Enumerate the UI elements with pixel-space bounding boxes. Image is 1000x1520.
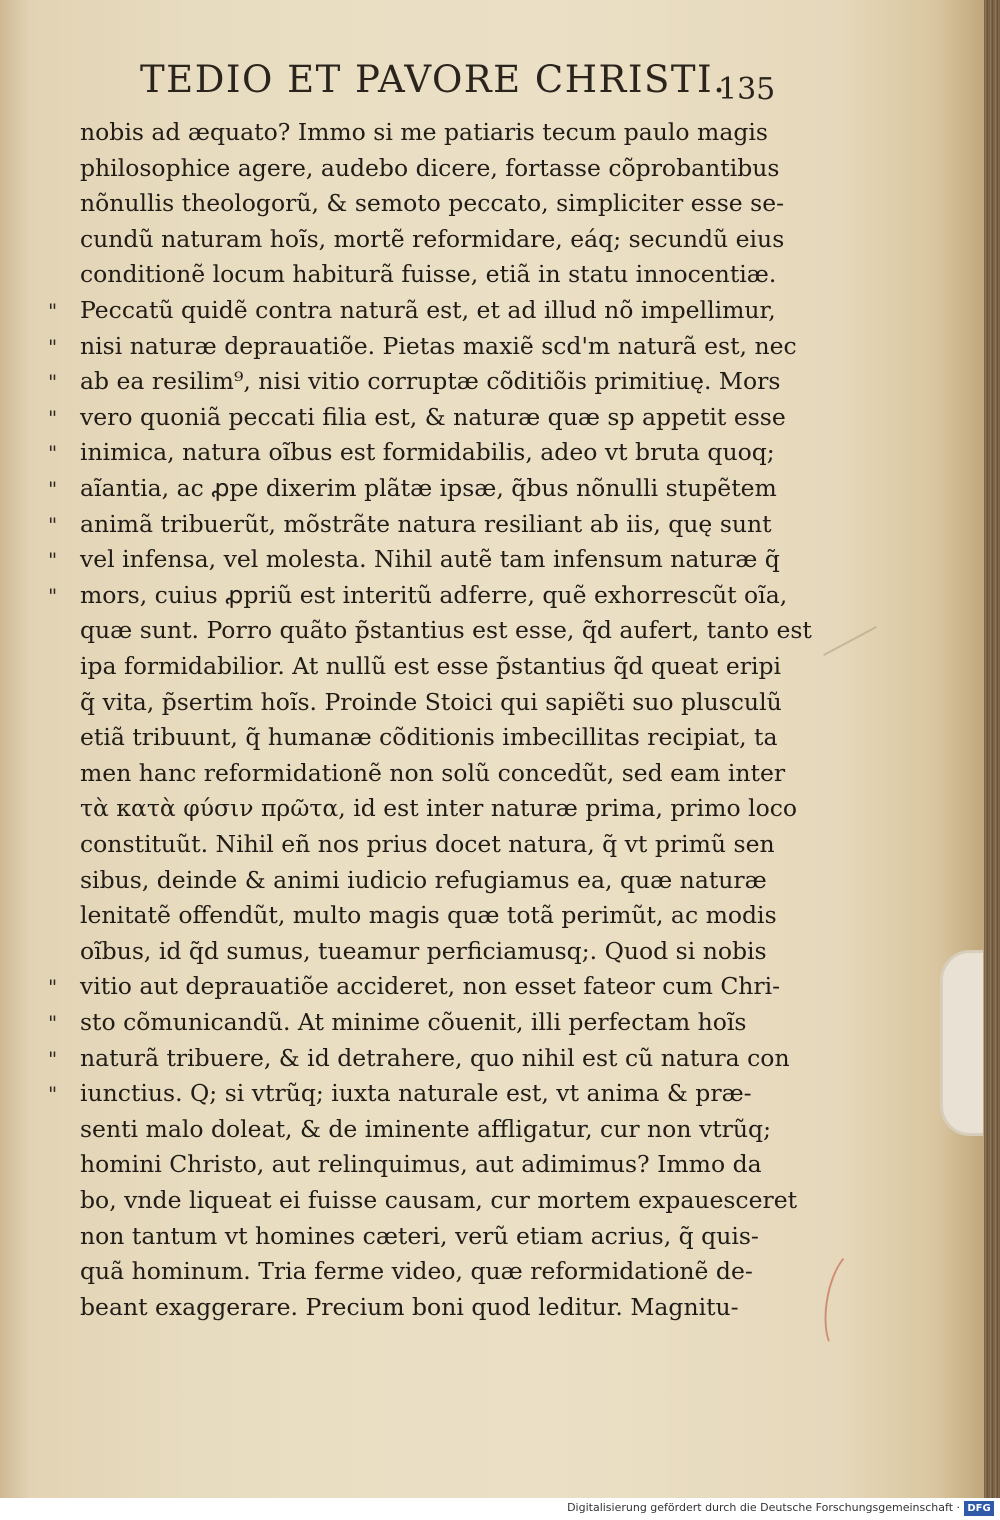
quotation-marker: "	[48, 477, 58, 501]
text-line: cundũ naturam hoĩs, mortẽ reformidare, eáq; secundũ eius	[80, 224, 785, 253]
quotation-marker: "	[48, 975, 58, 1000]
text-line: ipa formidabilior. At nullũ est esse p̃stantius q̃d queat eripi	[80, 652, 782, 680]
text-line: non tantum vt homines cæteri, verũ etiam acrius, q̃ quis-	[80, 1221, 759, 1250]
page-header	[140, 58, 860, 108]
text-line: naturã tribuere, & id detrahere, quo nihil est cũ natura con	[80, 1043, 790, 1072]
text-line: men hanc reformidationẽ non solũ concedũt, sed eam inter	[80, 758, 786, 787]
text-line: ab ea resilim⁹, nisi vitio corruptæ cõditiõis primitiuę. Mors	[80, 367, 781, 396]
quotation-marker: "	[48, 405, 58, 430]
pencil-mark	[823, 626, 877, 656]
quotation-marker: "	[48, 1046, 58, 1071]
text-line: nisi naturæ deprauatiõe. Pietas maxiẽ scd'm naturã est, nec	[80, 331, 797, 360]
text-line: q̃ vita, p̃sertim hoĩs. Proinde Stoici qui sapiẽti suo plusculũ	[80, 687, 782, 716]
page-edge	[984, 0, 1000, 1498]
text-line: quã hominum. Tria ferme video, quæ reformidationẽ de-	[80, 1257, 753, 1286]
text-line: homini Christo, aut relinquimus, aut adimimus? Immo da	[80, 1150, 762, 1179]
text-line: animã tribuerũt, mõstrãte natura resiliant ab iis, quę sunt	[80, 509, 772, 538]
text-line: vero quoniã peccati filia est, & naturæ quæ sp appetit esse	[80, 402, 786, 431]
text-line: etiã tribuunt, q̃ humanæ cõditionis imbecillitas recipiat, ta	[80, 723, 778, 752]
text-line: oĩbus, id q̃d sumus, tueamur perficiamusq;. Quod si nobis	[80, 936, 767, 965]
text-line: inimica, natura oĩbus est formidabilis, adeo vt bruta quoq;	[80, 438, 775, 467]
text-line: constituũt. Nihil eñ nos prius docet natura, q̃ vt primũ sen	[80, 830, 775, 858]
text-line: aĩantia, ac ꝓpe dixerim plãtæ ipsæ, q̃bus nõnulli stupẽtem	[80, 474, 777, 502]
quotation-marker: "	[48, 334, 58, 359]
quotation-marker: "	[48, 1082, 58, 1107]
text-line: vel infensa, vel molesta. Nihil autẽ tam infensum naturæ q̃	[80, 545, 780, 574]
quotation-marker: "	[48, 512, 58, 537]
running-title: TEDIO ET PAVORE CHRISTI.	[140, 58, 727, 101]
dfg-logo: DFG	[964, 1501, 994, 1516]
red-pencil-mark	[817, 1247, 878, 1357]
quotation-marker: "	[48, 1011, 58, 1035]
quotation-marker: "	[48, 583, 58, 608]
text-line: nõnullis theologorũ, & semoto peccato, simpliciter esse se-	[80, 189, 785, 218]
footer-bar	[0, 1498, 1000, 1520]
funding-notice: Digitalisierung gefördert durch die Deutsche Forschungsgemeinschaft ·	[567, 1501, 960, 1514]
text-line: nobis ad æquato? Immo si me patiaris tecum paulo magis	[80, 118, 768, 146]
text-line: beant exaggerare. Precium boni quod leditur. Magnitu-	[80, 1292, 739, 1321]
text-line: conditionẽ locum habiturã fuisse, etiã in statu innocentiæ.	[80, 260, 777, 289]
text-line: lenitatẽ offendũt, multo magis quæ totã perimũt, ac modis	[80, 901, 777, 930]
text-line: bo, vnde liqueat ei fuisse causam, cur mortem expauesceret	[80, 1186, 798, 1214]
text-line: iunctius. Q; si vtrũq; iuxta naturale est, vt anima & præ-	[80, 1079, 752, 1108]
quotation-marker: "	[48, 370, 58, 395]
text-line: senti malo doleat, & de iminente affligatur, cur non vtrũq;	[80, 1114, 771, 1143]
text-line: τὰ κατὰ φύσιν πρῶτα, id est inter naturæ prima, primo loco	[80, 794, 798, 823]
text-line: vitio aut deprauatiõe accideret, non esset fateor cum Chri-	[80, 972, 781, 1001]
page-tab	[940, 950, 983, 1136]
page-number: 135	[718, 72, 776, 107]
text-line: philosophice agere, audebo dicere, fortasse cõprobantibus	[80, 153, 780, 182]
text-line: quæ sunt. Porro quãto p̃stantius est esse, q̃d aufert, tanto est	[80, 616, 812, 645]
text-line: sto cõmunicandũ. At minime cõuenit, illi perfectam hoĩs	[80, 1008, 747, 1036]
text-line: sibus, deinde & animi iudicio refugiamus ea, quæ naturæ	[80, 865, 767, 894]
quotation-marker: "	[48, 548, 58, 573]
text-line: mors, cuius ꝓpriũ est interitũ adferre, quẽ exhorrescũt oĩa,	[80, 580, 788, 609]
quotation-marker: "	[48, 299, 58, 323]
quotation-marker: "	[48, 441, 58, 466]
text-line: Peccatũ quidẽ contra naturã est, et ad illud nõ impellimur,	[80, 296, 776, 324]
